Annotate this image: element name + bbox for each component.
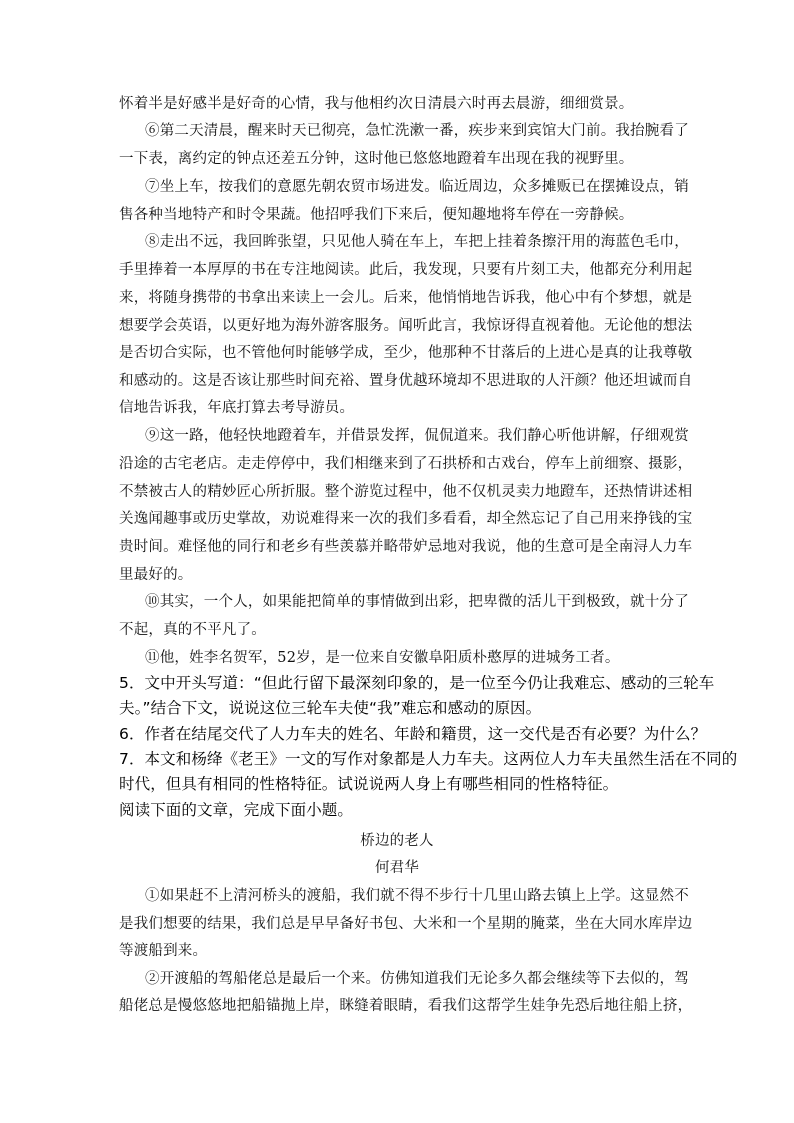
- question-5-line: 5．文中开头写道：“但此行留下最深刻印象的，是一位至今仍让我难忘、感动的三轮车: [119, 674, 715, 692]
- story1-line: 手里捧着一本厚厚的书在专注地阅读。此后，我发现，只要有片刻工夫，他都充分利用起: [119, 262, 693, 278]
- story1-line: 沿途的古宅老店。走走停停中，我们相继来到了石拱桥和古戏台，停车上前细察、摄影，: [119, 456, 693, 472]
- question-7-line: 7．本文和杨绛《老王》一文的写作对象都是人力车夫。这两位人力车夫虽然生活在不同的: [119, 750, 738, 768]
- paragraph-7-line: ⑦坐上车，按我们的意愿先朝农贸市场进发。临近周边，众多摊贩已在摆摊设点，销: [145, 179, 689, 195]
- story1-line: 信地告诉我，年底打算去考导游员。: [119, 400, 355, 416]
- question-7-line: 时代，但具有相同的性格特征。试说说两人身上有哪些相同的性格特征。: [119, 775, 619, 793]
- story1-line: 不起，真的不平凡了。: [119, 622, 266, 638]
- story1-line: 贵时间。难怪他的同行和老乡有些羡慕并略带妒忌地对我说，他的生意可是全南浔人力车: [119, 539, 693, 555]
- story2-line: 等渡船到来。: [119, 943, 208, 959]
- story1-line: 怀着半是好感半是好奇的心情，我与他相约次日清晨六时再去晨游，细细赏景。: [119, 96, 634, 112]
- story1-line: 里最好的。: [119, 567, 193, 583]
- question-5-line: 夫。”结合下文，说说这位三轮车夫使“我”难忘和感动的原因。: [119, 699, 542, 717]
- question-6-line: 6．作者在结尾交代了人力车夫的姓名、年龄和籍贯，这一交代是否有必要？为什么？: [119, 725, 707, 743]
- story1-line: 来，将随身携带的书拿出来读上一会儿。后来，他悄悄地告诉我，他心中有个梦想，就是: [119, 290, 693, 306]
- story1-line: 关逸闻趣事或历史掌故，劝说难得来一次的我们多看看，却全然忘记了自己用来挣钱的宝: [119, 511, 693, 527]
- story1-line: 想要学会英语，以更好地为海外游客服务。闻听此言，我惊讶得直视着他。无论他的想法: [119, 318, 693, 334]
- paragraph-9-line: ⑨这一路，他轻快地蹬着车，并借景发挥，侃侃道来。我们静心听他讲解，仔细观赏: [145, 428, 689, 444]
- story2-title: 桥边的老人: [360, 833, 434, 849]
- story2-line: 船佬总是慢悠悠地把船锚抛上岸，眯缝着眼睛，看我们这帮学生娃争先恐后地往船上挤，: [119, 998, 693, 1014]
- story1-line: 和感动的。这是否该让那些时间充裕、置身优越环境却不思进取的人汗颜？他还坦诚而自: [119, 373, 693, 389]
- story1-line: 不禁被古人的精妙匠心所折服。整个游览过程中，他不仅机灵卖力地蹬车，还热情讲述相: [119, 484, 693, 500]
- paragraph-8-line: ⑧走出不远，我回眸张望，只见他人骑在车上，车把上挂着条擦汗用的海蓝色毛巾，: [145, 234, 689, 250]
- story1-line: 售各种当地特产和时令果蔬。他招呼我们下来后，便知趣地将车停在一旁静候。: [119, 207, 634, 223]
- paragraph-11-line: ⑪他，姓李名贺军，52岁，是一位来自安徽阜阳质朴憨厚的进城务工者。: [145, 650, 620, 666]
- reading-instruction: 阅读下面的文章，完成下面小题。: [119, 801, 354, 819]
- story1-line: 是否切合实际，也不管他何时能够学成，至少，他那种不甘落后的上进心是真的让我尊敬: [119, 345, 693, 361]
- story2-author: 何君华: [374, 860, 420, 876]
- story2-paragraph-2-line: ②开渡船的驾船佬总是最后一个来。仿佛知道我们无论多久都会继续等下去似的，驾: [145, 971, 689, 987]
- paragraph-6-line: ⑥第二天清晨，醒来时天已彻亮，急忙洗漱一番，疾步来到宾馆大门前。我抬腕看了: [145, 123, 689, 139]
- paragraph-10-line: ⑩其实，一个人，如果能把简单的事情做到出彩，把卑微的活儿干到极致，就十分了: [145, 594, 689, 610]
- story2-line: 是我们想要的结果，我们总是早早备好书包、大米和一个星期的腌菜，坐在大同水库岸边: [119, 916, 693, 932]
- story2-paragraph-1-line: ①如果赶不上清河桥头的渡船，我们就不得不步行十几里山路去镇上上学。这显然不: [145, 888, 689, 904]
- story1-line: 一下表，离约定的钟点还差五分钟，这时他已悠悠地蹬着车出现在我的视野里。: [119, 151, 634, 167]
